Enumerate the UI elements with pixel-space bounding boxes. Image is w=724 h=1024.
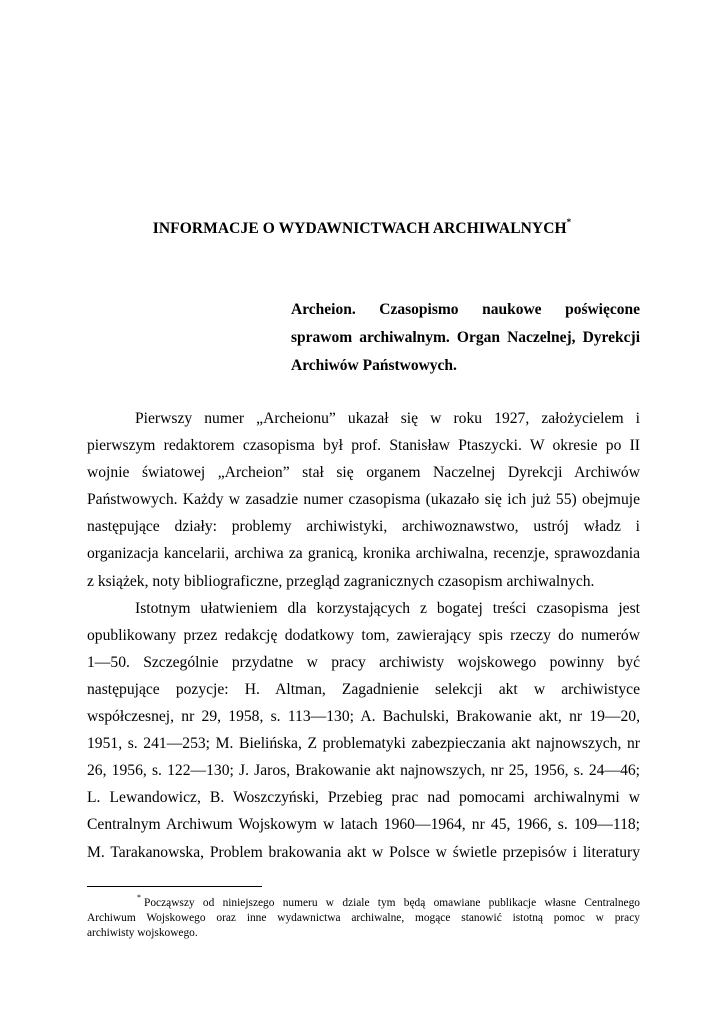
paragraph-line: Pierwszy numer „Archeionu” ukazał się w roku 1927, założycielem i (135, 410, 640, 427)
paragraph-line: M. Tarakanowska, Problem brakowania akt w Polsce w świetle przepisów i literatury (87, 843, 640, 861)
paragraph-line: następujące pozycje: H. Altman, Zagadnienie selekcji akt w archiwistyce (87, 680, 640, 698)
page-title (0, 219, 724, 238)
footnote-line (87, 891, 640, 911)
paragraph-line: Istotnym ułatwieniem dla korzystających z bogatej treści czasopisma jest (135, 599, 640, 617)
footnote-line: archiwisty wojskowego. (87, 927, 198, 940)
heading-line: sprawom archiwalnym. Organ Naczelnej, Dyrekcji (291, 329, 640, 346)
paragraph-line: 1951, s. 241—253; M. Bielińska, Z problematyki zabezpieczania akt najnowszych, nr (87, 735, 640, 753)
paragraph-line: Państwowych. Każdy w zasadzie numer czasopisma (ukazało się ich już 55) obejmuje (87, 491, 640, 509)
paragraph-line: organizacja kancelarii, archiwa za granicą, kronika archiwalna, recenzje, sprawozdania (87, 545, 640, 563)
paragraph-line: wojnie światowej „Archeion” stał się organem Naczelnej Dyrekcji Archiwów (87, 464, 640, 482)
heading-line: Archiwów Państwowych. (291, 357, 457, 374)
footnote-line: Archiwum Wojskowego oraz inne wydawnictwa archiwalne, mogące stanowić istotną pomoc w pracy (87, 912, 640, 924)
paragraph-line: 1—50. Szczególnie przydatne w pracy archiwisty wojskowego powinny być (87, 653, 640, 671)
paragraph-line: Centralnym Archiwum Wojskowym w latach 1960—1964, nr 45, 1966, s. 109—118; (87, 816, 640, 834)
paragraph-line: 26, 1956, s. 122—130; J. Jaros, Brakowanie akt najnowszych, nr 25, 1956, s. 24—46; (87, 762, 640, 780)
footnote-line-text: Począwszy od niniejszego numeru w dziale tym będą omawiane publikacje własne Centralnego (144, 896, 640, 909)
paragraph-line: współczesnej, nr 29, 1958, s. 113—130; A. Bachulski, Brakowanie akt, nr 19—20, (87, 708, 640, 726)
title-text: INFORMACJE O WYDAWNICTWACH ARCHIWALNYCH (152, 220, 567, 238)
paragraph-line: opublikowany przez redakcję dodatkowy tom, zawierający spis rzeczy do numerów (87, 626, 640, 644)
publication-heading (291, 296, 640, 380)
body-text (87, 405, 640, 866)
footnote-mark: * (137, 893, 141, 902)
heading-line: Archeion. Czasopismo naukowe poświęcone (291, 301, 640, 318)
footnote-divider (87, 886, 262, 887)
paragraph-line: następujące działy: problemy archiwistyki, archiwoznawstwo, ustrój władz i (87, 518, 640, 536)
paragraph-line: L. Lewandowicz, B. Woszczyński, Przebieg prac nad pomocami archiwalnymi w (87, 789, 640, 807)
title-footnote-mark: * (566, 217, 572, 227)
paragraph-line: pierwszym redaktorem czasopisma był prof. Stanisław Ptaszycki. W okresie po II (87, 437, 640, 455)
paragraph-line: z książek, noty bibliograficzne, przegląd zagranicznych czasopism archiwalnych. (87, 572, 595, 590)
footnote (87, 891, 640, 941)
